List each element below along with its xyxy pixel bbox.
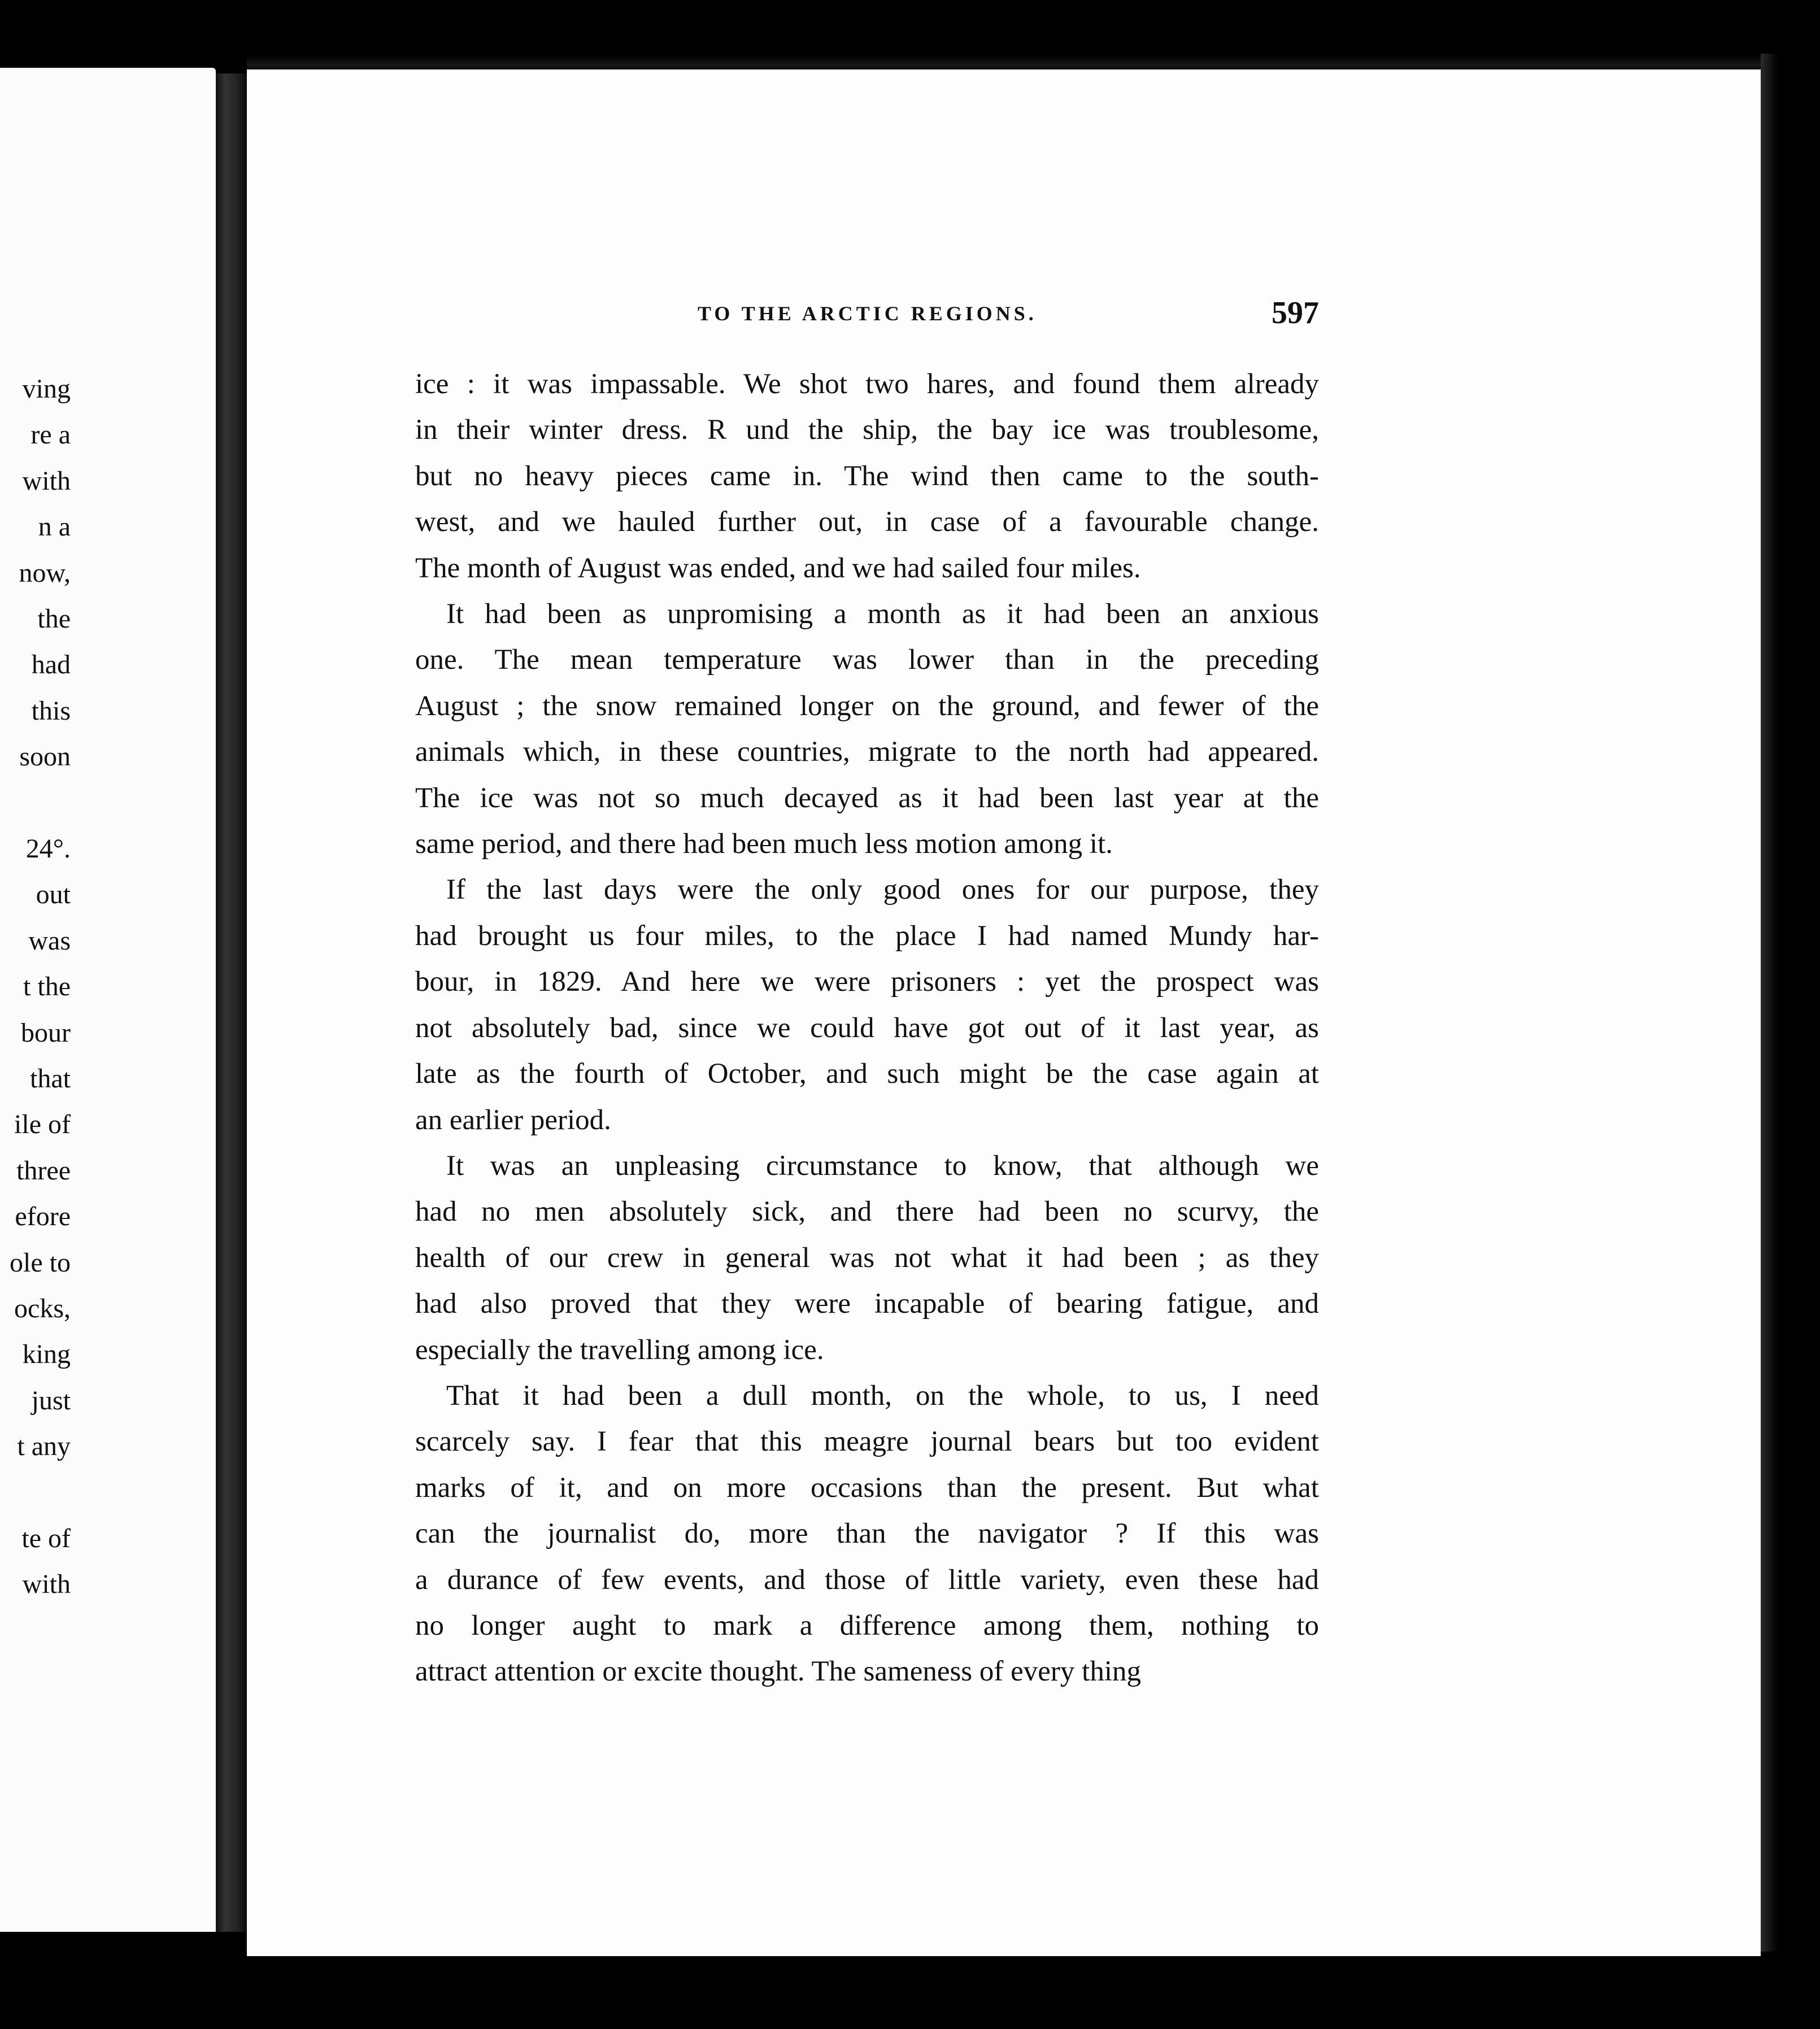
text-line: a durance of few events, and those of little variety, even these had — [415, 1564, 1319, 1596]
left-page-line-fragment: bour — [21, 1017, 71, 1048]
left-page-line-fragment: with — [22, 465, 71, 496]
body-paragraph — [415, 1143, 1319, 1373]
text-line: health of our crew in general was not what it had been ; as they — [415, 1242, 1319, 1274]
text-line: had also proved that they were incapable of bearing fatigue, and — [415, 1288, 1319, 1320]
text-line: late as the fourth of October, and such might be the case again at — [415, 1058, 1319, 1090]
page-number: 597 — [1272, 295, 1319, 330]
running-head: TO THE ARCTIC REGIONS. — [698, 302, 1037, 325]
text-line: an earlier period. — [415, 1104, 611, 1136]
book-gutter — [216, 73, 247, 1932]
text-line: no longer aught to mark a difference among them, nothing to — [415, 1609, 1319, 1642]
left-page-line-fragment: ving — [22, 374, 71, 404]
left-page-line-fragment: efore — [15, 1201, 71, 1232]
left-page — [0, 68, 216, 1932]
text-line: It had been as unpromising a month as it had been an anxious — [446, 598, 1319, 630]
text-line: same period, and there had been much less motion among it. — [415, 828, 1113, 860]
left-page-line-fragment: king — [22, 1339, 71, 1370]
text-line: in their winter dress. R und the ship, the bay ice was troublesome, — [415, 414, 1319, 446]
left-page-line-fragment: ocks, — [14, 1294, 71, 1323]
left-page-line-fragment: was — [28, 925, 71, 956]
text-line: That it had been a dull month, on the whole, to us, I need — [446, 1379, 1319, 1412]
body-text — [415, 362, 1319, 1695]
text-line: The month of August was ended, and we had sailed four miles. — [415, 552, 1141, 584]
left-page-line-fragment: the — [37, 604, 71, 634]
text-line: had brought us four miles, to the place I had named Mundy har- — [415, 920, 1319, 952]
left-page-line-fragment: that — [30, 1064, 71, 1094]
text-line: The ice was not so much decayed as it had been last year at the — [415, 782, 1319, 814]
left-page-line-fragment: soon — [19, 742, 71, 772]
left-page-line-fragment: re a — [31, 420, 71, 450]
left-page-line-fragment: this — [31, 695, 71, 726]
text-line: had no men absolutely sick, and there had been no scurvy, the — [415, 1196, 1319, 1228]
left-page-line-fragment: n a — [38, 512, 71, 542]
text-line: can the journalist do, more than the navigator ? If this was — [415, 1518, 1319, 1550]
left-page-line-fragment: out — [36, 879, 71, 910]
body-paragraph — [415, 362, 1319, 591]
text-line: scarcely say. I fear that this meagre journal bears but too evident — [415, 1426, 1319, 1458]
text-line: one. The mean temperature was lower than in the preceding — [415, 644, 1319, 676]
text-line: attract attention or excite thought. The sameness of every thing — [415, 1656, 1141, 1688]
left-page-line-fragment: t the — [23, 972, 71, 1002]
text-line: August ; the snow remained longer on the ground, and fewer of the — [415, 690, 1319, 722]
page-header — [415, 295, 1319, 333]
body-paragraph — [415, 867, 1319, 1143]
left-page-line-fragment: ole to — [10, 1247, 71, 1278]
text-line: but no heavy pieces came in. The wind then came to the south- — [415, 460, 1319, 492]
text-line: animals which, in these countries, migrate to the north had appeared. — [415, 736, 1319, 768]
left-page-line-fragment: now, — [19, 558, 71, 588]
text-line: not absolutely bad, since we could have got out of it last year, as — [415, 1012, 1319, 1044]
text-line: west, and we hauled further out, in case of a favourable change. — [415, 506, 1319, 538]
left-page-line-fragment: te of — [21, 1523, 71, 1553]
text-line: marks of it, and on more occasions than the present. But what — [415, 1471, 1319, 1504]
left-page-line-fragment: had — [31, 650, 71, 680]
left-page-line-fragment: with — [22, 1569, 71, 1600]
text-line: especially the travelling among ice. — [415, 1334, 824, 1366]
text-line: If the last days were the only good ones for our purpose, they — [446, 874, 1319, 906]
left-page-text-fragments — [0, 68, 216, 1932]
left-page-line-fragment: 24°. — [25, 834, 71, 864]
text-line: ice : it was impassable. We shot two hares, and found them already — [415, 368, 1319, 400]
left-page-line-fragment: just — [31, 1385, 71, 1416]
left-page-line-fragment: t any — [17, 1431, 71, 1462]
body-paragraph — [415, 1373, 1319, 1695]
body-paragraph — [415, 591, 1319, 867]
left-page-line-fragment: ile of — [14, 1109, 71, 1140]
text-line: It was an unpleasing circumstance to know, that although we — [446, 1150, 1319, 1182]
left-page-line-fragment: three — [16, 1155, 71, 1186]
text-line: bour, in 1829. And here we were prisoners : yet the prospect was — [415, 966, 1319, 998]
page-right-edge — [1761, 54, 1778, 1952]
